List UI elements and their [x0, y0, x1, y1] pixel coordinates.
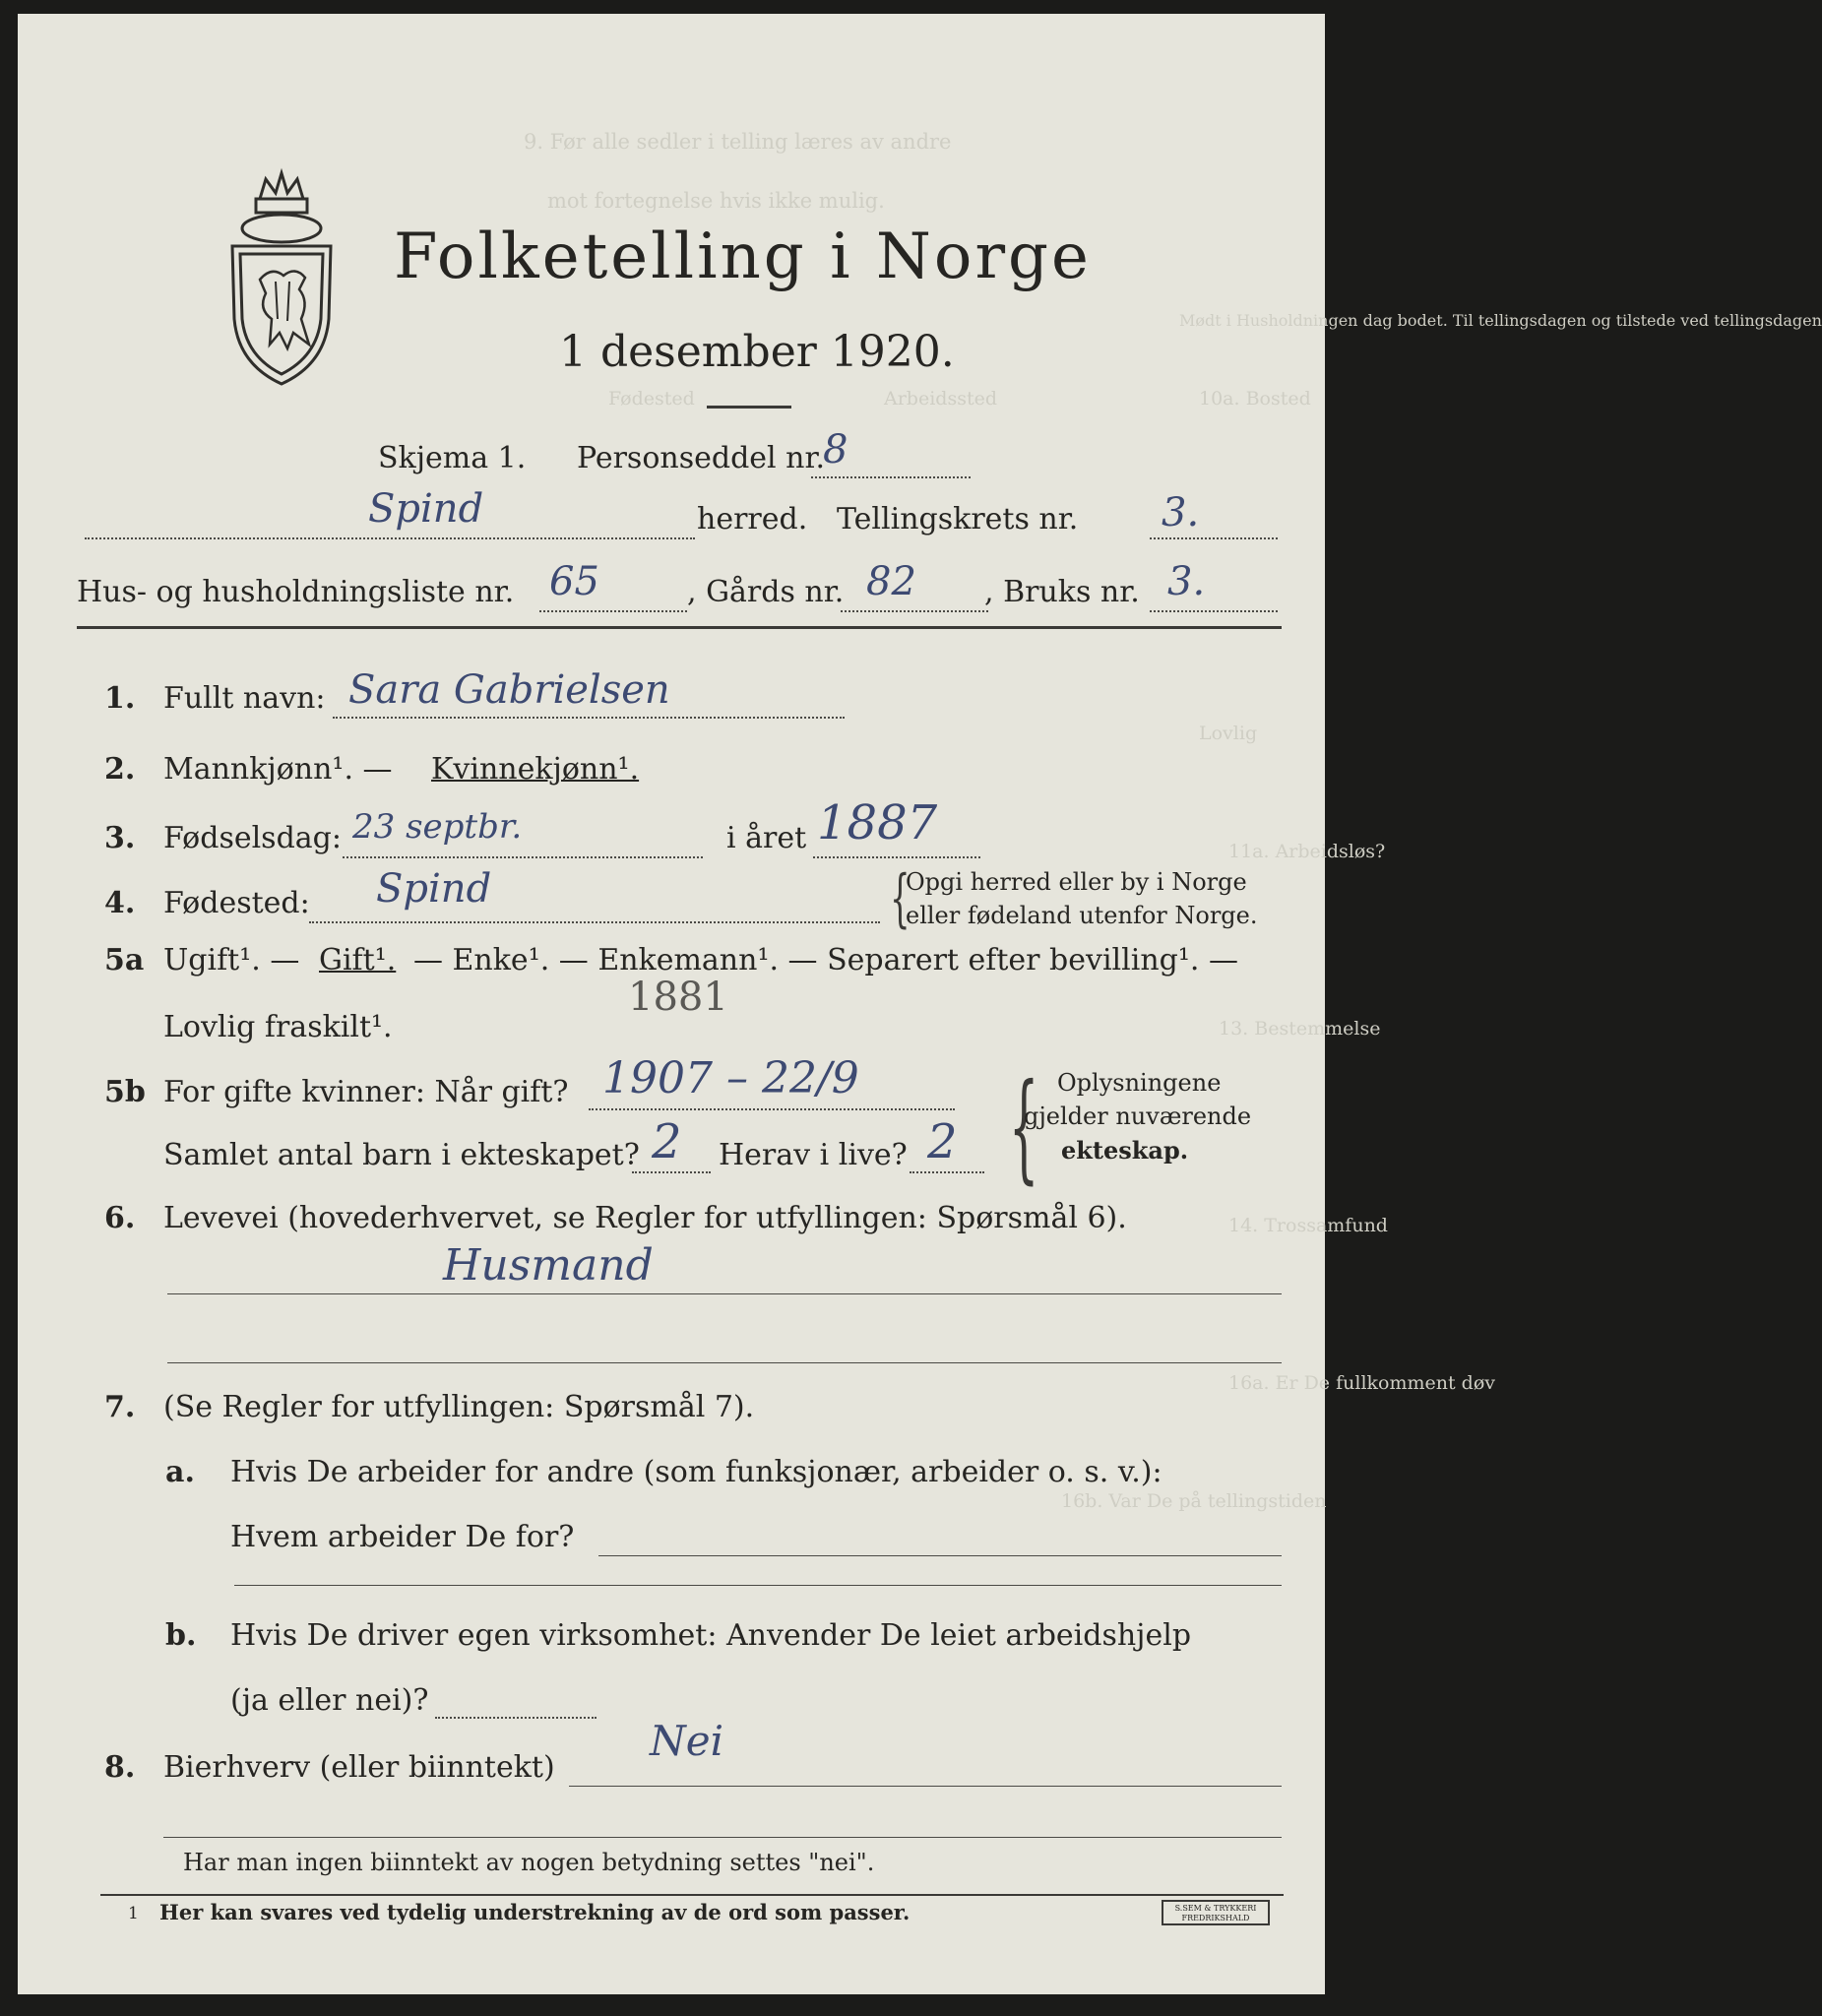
q3-label: Fødselsdag: — [163, 821, 342, 855]
q7b-letter: b. — [165, 1618, 197, 1653]
full-name-value[interactable]: Sara Gabrielsen — [348, 667, 670, 713]
gards-value[interactable]: 82 — [866, 559, 916, 604]
header-rule — [77, 626, 1282, 629]
printer-stamp — [1162, 1900, 1270, 1925]
q7a-question: Hvem arbeider De for? — [230, 1520, 575, 1554]
q4-line — [309, 921, 880, 923]
q1-number: 1. — [104, 681, 136, 716]
q2-male-option[interactable]: Mannkjønn¹. — — [163, 752, 393, 787]
q5b-note-3: ekteskap. — [1061, 1136, 1189, 1165]
form-title: Folketelling i Norge — [394, 220, 1092, 293]
footnote-number: 1 — [128, 1904, 139, 1923]
footnote-text: Her kan svares ved tydelig understrekning av de ord som passer. — [159, 1900, 911, 1924]
q5a-ugift-option[interactable]: Ugift¹. — — [163, 943, 300, 977]
bleed-text: mot fortegnelse hvis ikke mulig. — [547, 189, 885, 213]
q6-line-2 — [167, 1362, 1282, 1363]
hus-value[interactable]: 65 — [549, 559, 599, 604]
hus-line — [539, 610, 687, 612]
tellingskrets-label: Tellingskrets nr. — [837, 502, 1079, 536]
q5a-fraskilt-option[interactable]: Lovlig fraskilt¹. — [163, 1010, 393, 1044]
bleed-text: Fødested — [608, 388, 695, 410]
q7b-label: Hvis De driver egen virksomhet: Anvender De leiet arbeidshjelp — [230, 1618, 1192, 1653]
personseddel-value[interactable]: 8 — [823, 427, 848, 472]
q5b-number: 5b — [104, 1075, 146, 1109]
form-date: 1 desember 1920. — [559, 327, 955, 377]
q3-year-line — [813, 856, 980, 858]
q2-female-option[interactable]: Kvinnekjønn¹. — [431, 752, 640, 787]
bleed-text: Arbeidssted — [884, 388, 997, 410]
q5b-line — [589, 1108, 955, 1110]
bleed-text: 16a. Er De fullkomment døv — [1228, 1372, 1495, 1394]
herred-value[interactable]: Spind — [368, 486, 484, 532]
q7b-line — [435, 1717, 597, 1719]
q8-line — [569, 1786, 1282, 1787]
q3-number: 3. — [104, 821, 136, 855]
herred-label: herred. — [697, 502, 808, 536]
q8-line-2 — [163, 1837, 1282, 1838]
q4-note-1: Opgi herred eller by i Norge — [906, 868, 1247, 896]
bleed-text: 13. Bestemmelse — [1219, 1018, 1381, 1040]
footer-rule — [100, 1894, 1284, 1896]
q5a-other-options[interactable]: — Enke¹. — Enkemann¹. — Separert efter bevilling¹. — — [413, 943, 1238, 977]
q5a-annotation: 1881 — [628, 975, 728, 1020]
children-count-value[interactable]: 2 — [652, 1114, 682, 1169]
skjema-label: Skjema 1. — [378, 441, 527, 475]
q1-label: Fullt navn: — [163, 681, 326, 716]
q5b-alive-label: Herav i live? — [719, 1138, 908, 1172]
q6-label: Levevei (hovederhvervet, se Regler for utfyllingen: Spørsmål 6). — [163, 1201, 1127, 1235]
tellingskrets-line — [1150, 537, 1278, 539]
marriage-date-value[interactable]: 1907 – 22/9 — [602, 1053, 859, 1103]
q7b-question: (ja eller nei)? — [230, 1683, 429, 1718]
printer-stamp-line-2: FREDRIKSHALD — [1181, 1914, 1250, 1922]
q6-number: 6. — [104, 1201, 136, 1235]
hus-label: Hus- og husholdningsliste nr. — [77, 575, 515, 609]
bleed-text: Mødt i Husholdningen dag bodet. Til tellingsdagen og tilstede ved tellingsdagen — [1179, 311, 1822, 330]
q2-number: 2. — [104, 752, 136, 787]
q4-number: 4. — [104, 886, 136, 920]
birthplace-value[interactable]: Spind — [376, 866, 492, 912]
q5b-note-2: gjelder nuværende — [1024, 1102, 1252, 1130]
q4-brace: { — [890, 862, 911, 935]
bruks-label: , Bruks nr. — [984, 575, 1140, 609]
q6-line-1 — [167, 1293, 1282, 1294]
q5b-children-line — [632, 1171, 711, 1173]
q1-line — [333, 717, 845, 719]
q7a-line-2 — [234, 1585, 1282, 1586]
census-form — [18, 14, 1822, 1994]
q7-label: (Se Regler for utfyllingen: Spørsmål 7). — [163, 1390, 755, 1424]
personseddel-line — [811, 476, 971, 478]
gards-line — [841, 610, 988, 612]
q4-note-2: eller fødeland utenfor Norge. — [906, 902, 1258, 929]
q5b-label: For gifte kvinner: Når gift? — [163, 1075, 569, 1109]
bleed-text: Lovlig — [1199, 723, 1258, 744]
q8-number: 8. — [104, 1750, 136, 1785]
q5a-number: 5a — [104, 943, 145, 977]
q3-year-label: i året — [726, 821, 807, 855]
q4-label: Fødested: — [163, 886, 310, 920]
birth-year-value[interactable]: 1887 — [817, 795, 938, 850]
q8-label: Bierhverv (eller biinntekt) — [163, 1750, 555, 1785]
side-income-value[interactable]: Nei — [650, 1717, 724, 1765]
herred-line — [85, 537, 695, 539]
footer-note: Har man ingen biinntekt av nogen betydning settes "nei". — [183, 1849, 875, 1876]
bleed-text: 9. Før alle sedler i telling læres av andre — [524, 130, 952, 154]
bleed-text: 14. Trossamfund — [1228, 1215, 1388, 1236]
q3-line — [343, 856, 703, 858]
printer-stamp-line-1: S.SEM & TRYKKERI — [1174, 1904, 1257, 1913]
q5b-note-1: Oplysningene — [1057, 1069, 1222, 1097]
bleed-text: 11a. Arbeidsløs? — [1228, 841, 1386, 862]
q5b-alive-line — [910, 1171, 984, 1173]
title-divider — [707, 406, 791, 409]
norwegian-coat-of-arms-icon — [226, 171, 337, 390]
q7a-label: Hvis De arbeider for andre (som funksjonær, arbeider o. s. v.): — [230, 1455, 1162, 1489]
q5b-brace: { — [1008, 1059, 1039, 1196]
occupation-value[interactable]: Husmand — [443, 1240, 654, 1291]
bruks-value[interactable]: 3. — [1167, 559, 1206, 604]
birthday-value[interactable]: 23 septbr. — [352, 807, 523, 847]
gards-label: , Gårds nr. — [687, 575, 845, 609]
bruks-line — [1150, 610, 1278, 612]
q7a-line — [598, 1555, 1282, 1556]
q5a-gift-option[interactable]: Gift¹. — [319, 943, 397, 977]
q7a-letter: a. — [165, 1455, 195, 1489]
bleed-text: 16b. Var De på tellingstiden — [1061, 1490, 1327, 1512]
bleed-text: 10a. Bosted — [1199, 388, 1311, 410]
children-alive-value[interactable]: 2 — [927, 1114, 958, 1169]
tellingskrets-value[interactable]: 3. — [1162, 490, 1200, 536]
q7-number: 7. — [104, 1390, 136, 1424]
personseddel-label: Personseddel nr. — [577, 441, 826, 475]
q5b-children-label: Samlet antal barn i ekteskapet? — [163, 1138, 640, 1172]
